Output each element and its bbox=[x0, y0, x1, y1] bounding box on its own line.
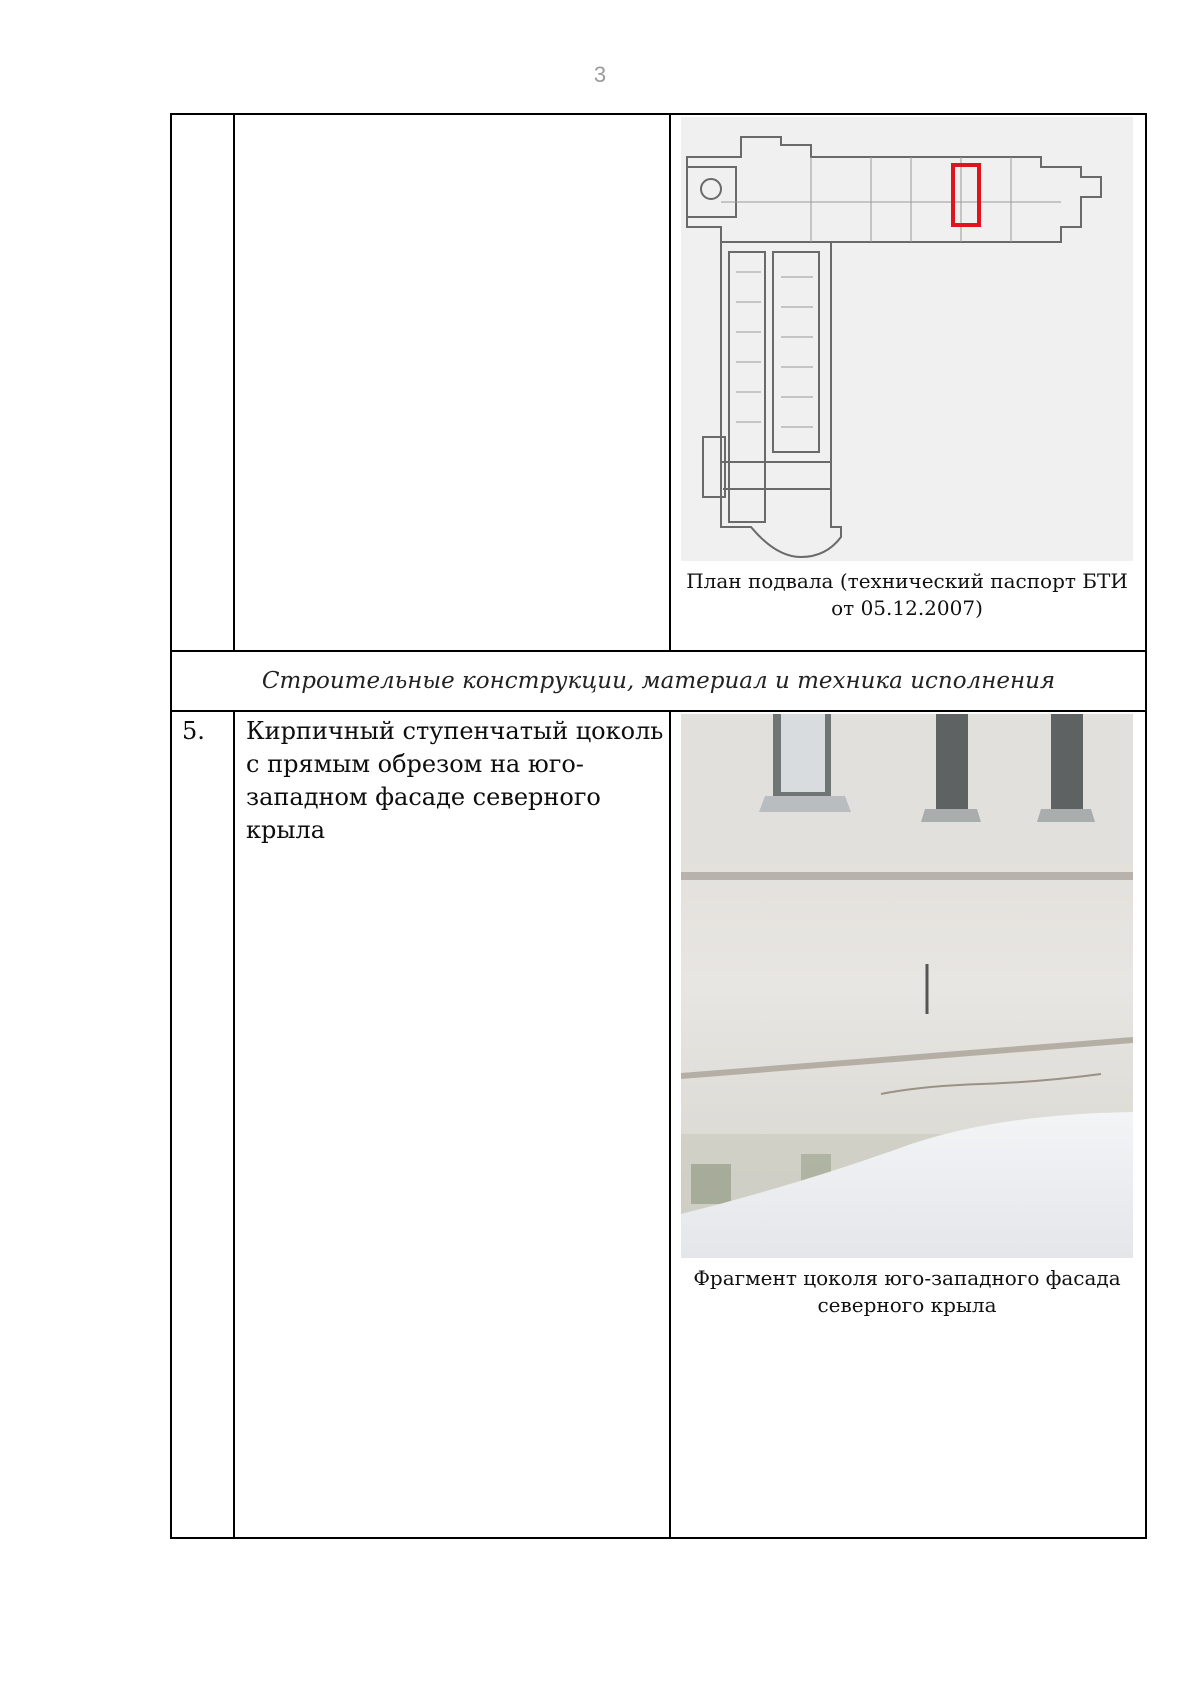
plinth-facade-photo bbox=[681, 714, 1133, 1258]
col-divider-number bbox=[233, 711, 235, 1539]
facade-caption: Фрагмент цоколя юго-западного фасада северного крыла bbox=[693, 1266, 1121, 1317]
table-border-left bbox=[170, 113, 172, 1539]
row-divider-section-bottom bbox=[170, 710, 1147, 712]
col-divider-image bbox=[669, 711, 671, 1539]
table-border-bottom bbox=[170, 1537, 1147, 1539]
table-border-top bbox=[170, 113, 1147, 115]
row-divider-plan-bottom bbox=[170, 650, 1147, 652]
monument-table bbox=[170, 113, 1147, 1539]
section-heading: Строительные конструкции, материал и техника исполнения bbox=[261, 668, 1056, 694]
row-number: 5. bbox=[182, 717, 205, 745]
row-description: Кирпичный ступенчатый цоколь с прямым обрезом на юго-западном фасаде северного крыла bbox=[246, 717, 664, 844]
basement-floor-plan-image bbox=[681, 117, 1133, 561]
table-border-right bbox=[1145, 113, 1147, 1539]
page-number: 3 bbox=[593, 62, 607, 87]
col-divider-image bbox=[669, 113, 671, 651]
plan-caption: План подвала (технический паспорт БТИ от 05.12.2007) bbox=[686, 569, 1128, 620]
col-divider-number bbox=[233, 113, 235, 651]
